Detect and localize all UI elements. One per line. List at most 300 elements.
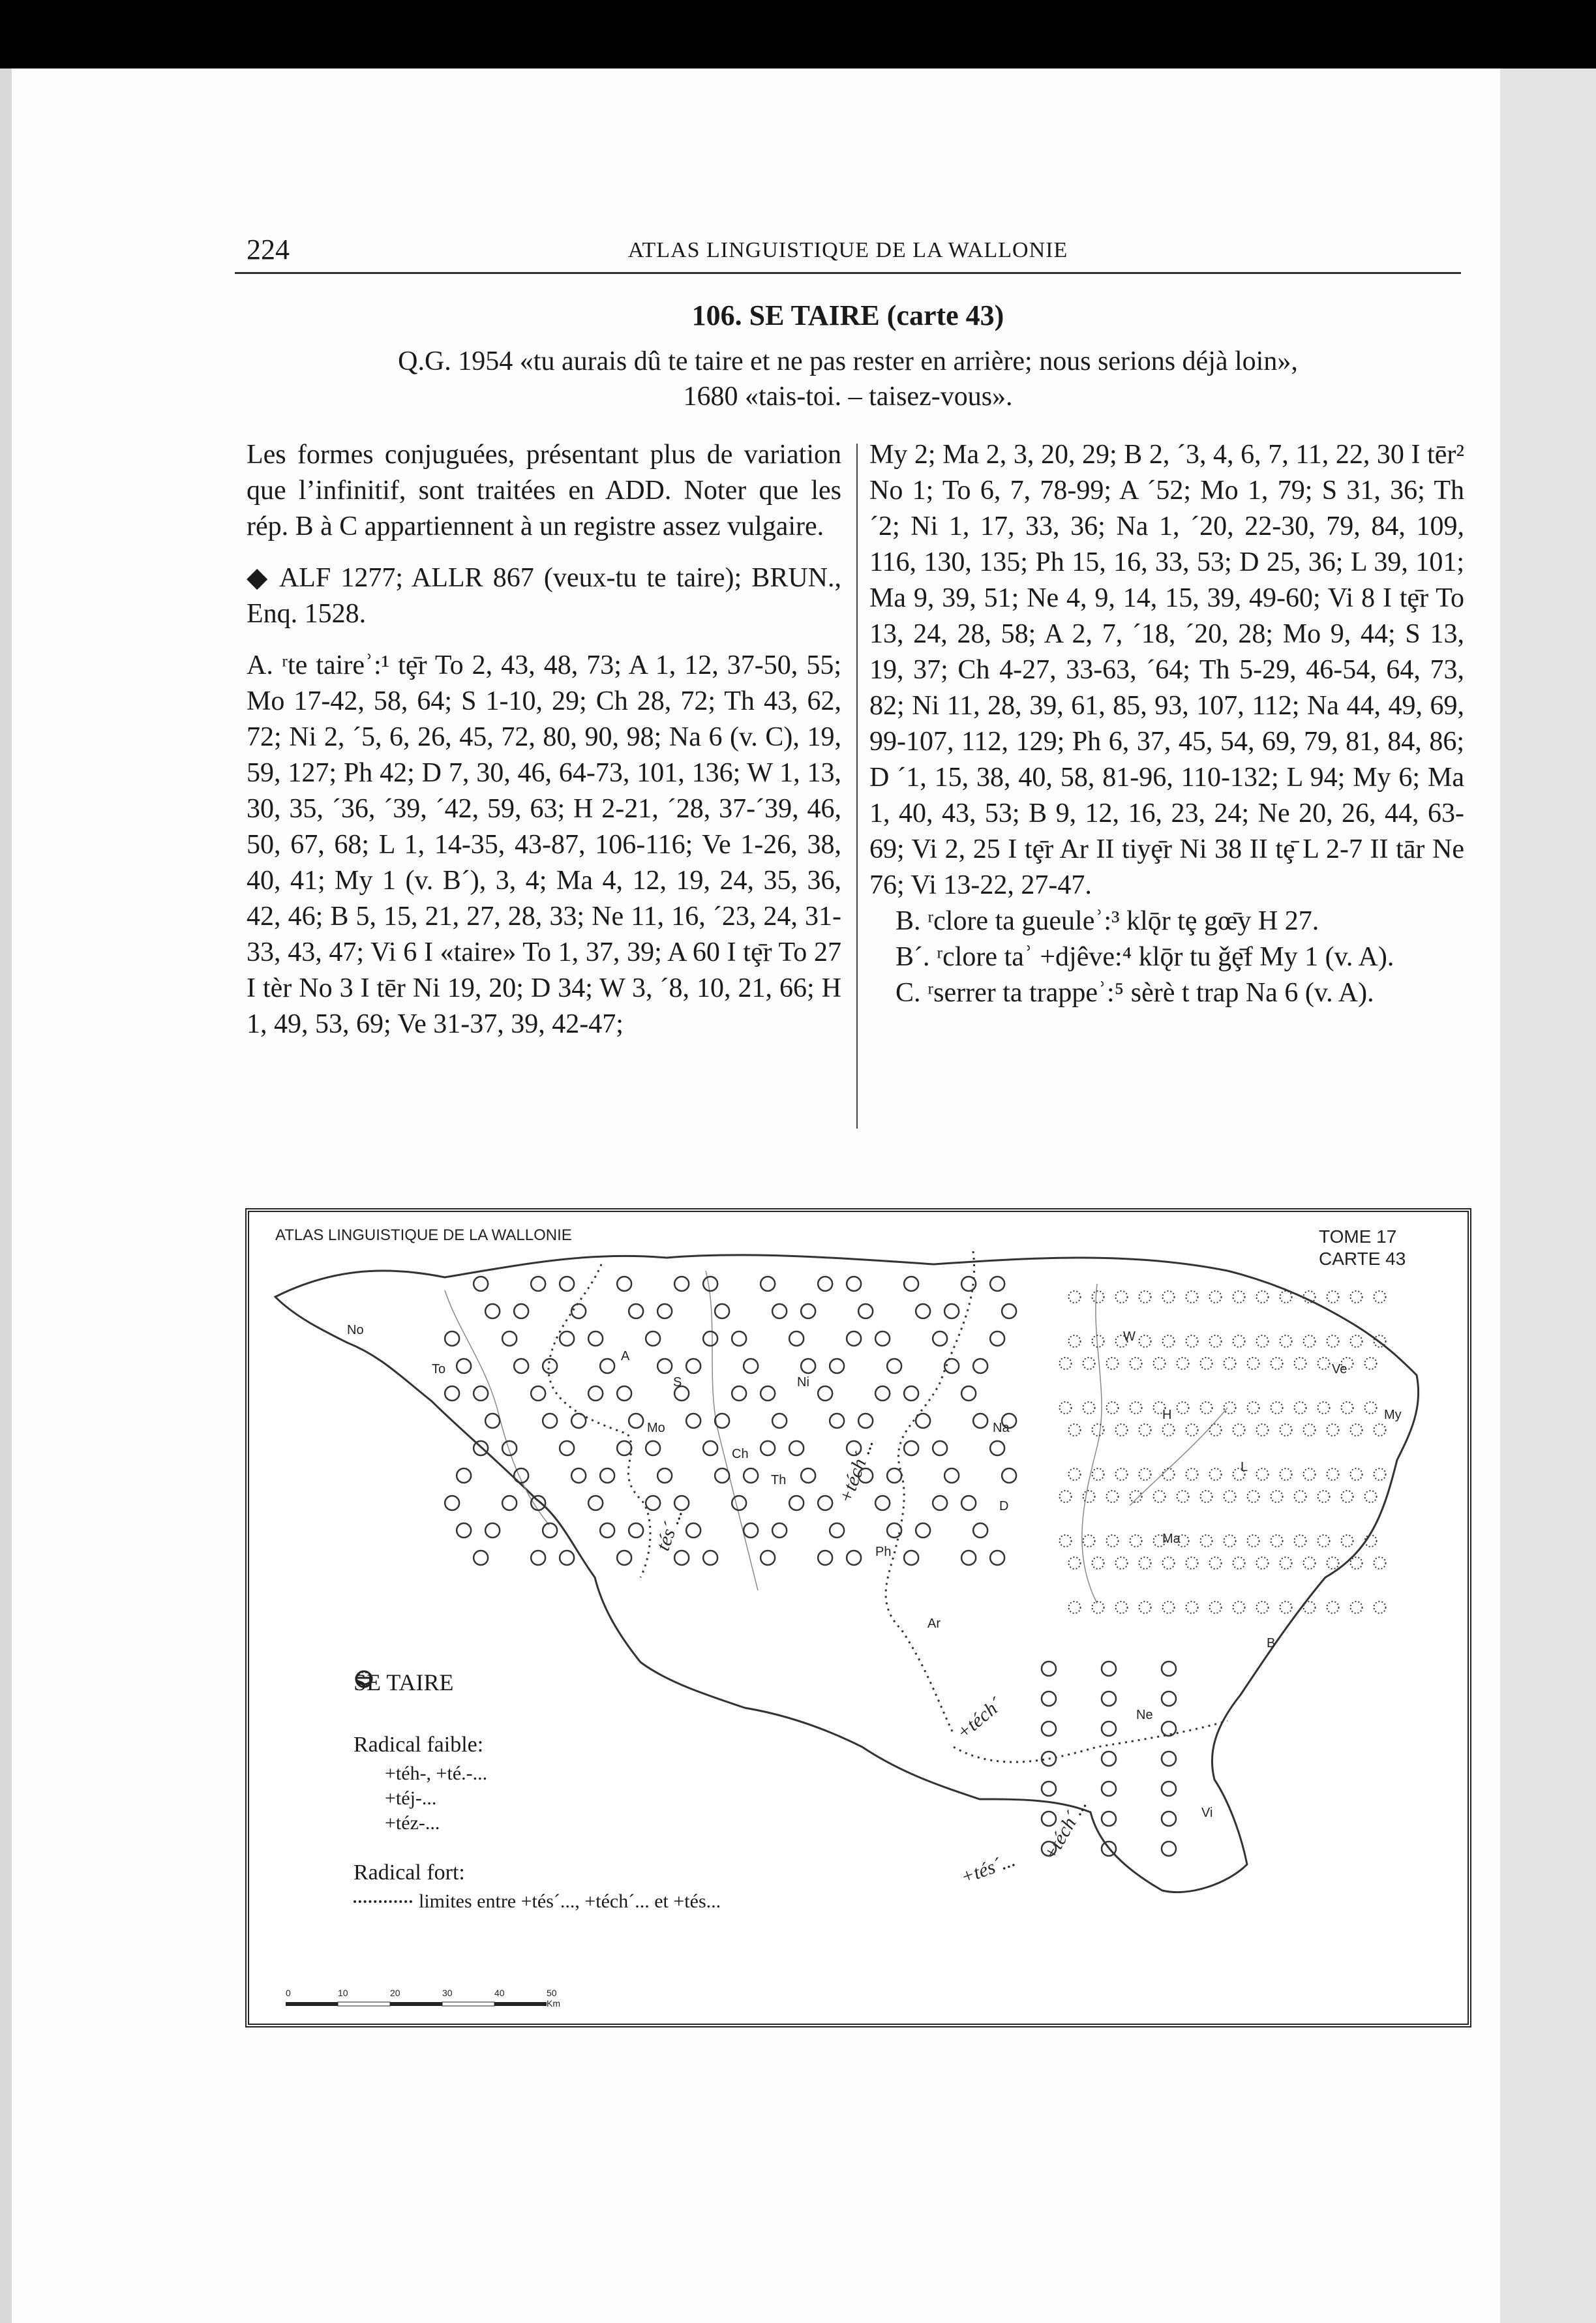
open-circle-marker	[1102, 1812, 1116, 1826]
open-circle-marker	[961, 1551, 976, 1565]
open-circle-marker	[514, 1304, 528, 1318]
region-label: No	[347, 1323, 364, 1337]
open-circle-marker	[514, 1468, 528, 1483]
isogloss-label: +tés´...	[957, 1849, 1018, 1889]
open-circle-marker	[944, 1468, 959, 1483]
open-circle-marker	[646, 1331, 660, 1346]
dotted-circle-marker	[1201, 1402, 1212, 1414]
open-circle-marker	[973, 1523, 987, 1538]
open-circle-marker	[617, 1386, 631, 1401]
open-circle-marker	[961, 1386, 976, 1401]
dotted-circle-marker	[1224, 1535, 1236, 1547]
dotted-circle-marker	[1130, 1535, 1142, 1547]
region-label: H	[1162, 1408, 1172, 1422]
open-circle-marker	[944, 1304, 959, 1318]
dotted-circle-marker	[1069, 1557, 1081, 1569]
dotted-circle-marker	[1186, 1468, 1198, 1480]
open-circle-marker	[961, 1277, 976, 1291]
dotted-circle-marker	[1092, 1557, 1104, 1569]
dotted-circle-marker	[1248, 1491, 1259, 1502]
open-circle-marker	[474, 1551, 488, 1565]
dotted-circle-marker	[1139, 1291, 1151, 1303]
dotted-circle-marker	[1130, 1358, 1142, 1369]
open-circle-marker	[560, 1551, 574, 1565]
open-circle-marker	[858, 1304, 873, 1318]
open-circle-marker	[1002, 1468, 1016, 1483]
dotted-circle-marker	[1327, 1557, 1339, 1569]
open-circle-marker	[760, 1551, 775, 1565]
scale-tick-label: 0	[286, 1988, 291, 1998]
dotted-circle-marker	[1083, 1402, 1095, 1414]
dotted-circle-marker	[1271, 1402, 1283, 1414]
open-circle-marker	[560, 1331, 574, 1346]
dotted-circle-marker	[1186, 1424, 1198, 1436]
dotted-circle-marker	[1327, 1291, 1339, 1303]
dotted-circle-marker	[1280, 1468, 1292, 1480]
open-circle-marker	[961, 1496, 976, 1510]
dotted-circle-marker	[1257, 1602, 1269, 1613]
open-circle-marker	[474, 1277, 488, 1291]
dotted-circle-marker	[1116, 1291, 1128, 1303]
dotted-circle-marker	[1092, 1602, 1104, 1613]
open-circle-marker	[732, 1496, 746, 1510]
open-circle-marker	[1162, 1722, 1176, 1736]
dotted-circle-marker	[1351, 1602, 1363, 1613]
open-circle-marker	[514, 1359, 528, 1373]
open-circle-marker	[744, 1523, 758, 1538]
open-circle-marker	[1162, 1692, 1176, 1706]
isogloss-label: +téch´	[952, 1693, 1007, 1744]
scan-right-margin	[1500, 68, 1596, 2323]
dotted-circle-marker	[1257, 1335, 1269, 1347]
open-circle-marker	[973, 1414, 987, 1428]
open-circle-marker	[760, 1441, 775, 1455]
open-circle-marker	[744, 1468, 758, 1483]
open-circle-marker	[830, 1359, 844, 1373]
dotted-circle-marker	[1186, 1291, 1198, 1303]
dotted-circle-marker	[1224, 1491, 1236, 1502]
dotted-circle-marker	[1327, 1602, 1339, 1613]
open-circle-marker	[904, 1386, 918, 1401]
open-circle-marker	[617, 1551, 631, 1565]
dotted-circle-marker	[1163, 1468, 1175, 1480]
dotted-circle-marker	[1130, 1402, 1142, 1414]
paragraph-references: ◆ ALF 1277; ALLR 867 (veux-tu te taire); BRUN., Enq. 1528.	[247, 563, 841, 630]
open-circle-marker	[715, 1304, 729, 1318]
open-circle-marker	[990, 1551, 1004, 1565]
open-circle-marker	[531, 1386, 545, 1401]
region-label: Vi	[1201, 1806, 1213, 1820]
open-circle-marker	[715, 1414, 729, 1428]
open-circle-marker	[772, 1304, 787, 1318]
dotted-circle-marker	[1374, 1424, 1386, 1436]
dotted-circle-marker	[1233, 1424, 1245, 1436]
open-circle-marker	[531, 1496, 545, 1510]
dotted-circle-marker	[1374, 1291, 1386, 1303]
dotted-circle-marker	[1107, 1535, 1119, 1547]
dotted-circle-marker	[1365, 1358, 1377, 1369]
region-label: D	[999, 1499, 1009, 1513]
dotted-circle-marker	[1342, 1358, 1353, 1369]
open-circle-marker	[617, 1277, 631, 1291]
open-circle-marker	[531, 1277, 545, 1291]
open-circle-marker	[887, 1359, 901, 1373]
dotted-circle-marker	[1083, 1358, 1095, 1369]
dotted-circle-marker	[1365, 1491, 1377, 1502]
dotted-circle-marker	[1304, 1291, 1316, 1303]
paragraph-form-b: B. ʳclore ta gueuleʾ:³ klǭr tȩ gœ̄y H 27.	[896, 906, 1319, 937]
region-label: Ar	[927, 1617, 941, 1631]
open-circle-marker	[818, 1551, 832, 1565]
open-circle-marker	[1042, 1662, 1056, 1676]
region-label: S	[673, 1375, 682, 1389]
dotted-circle-marker	[1342, 1402, 1353, 1414]
dotted-circle-marker	[1280, 1291, 1292, 1303]
dotted-circle-marker	[1295, 1358, 1306, 1369]
dotted-circle-marker	[1365, 1535, 1377, 1547]
open-circle-marker	[875, 1386, 890, 1401]
open-circle-marker	[847, 1551, 861, 1565]
open-circle-marker	[1162, 1842, 1176, 1856]
dotted-circle-marker	[1154, 1402, 1166, 1414]
dotted-circle-marker	[1374, 1468, 1386, 1480]
dotted-circle-marker	[1092, 1291, 1104, 1303]
dotted-circle-marker	[1351, 1291, 1363, 1303]
dotted-circle-marker	[1163, 1602, 1175, 1613]
region-label: To	[432, 1362, 446, 1376]
open-circle-marker	[830, 1523, 844, 1538]
open-circle-marker	[760, 1277, 775, 1291]
open-circle-marker	[600, 1468, 614, 1483]
open-circle-marker	[703, 1441, 717, 1455]
open-circle-marker	[457, 1359, 471, 1373]
dotted-circle-marker	[1248, 1402, 1259, 1414]
legend-row-3-label: +téz-...	[385, 1812, 440, 1834]
open-circle-marker	[703, 1551, 717, 1565]
dotted-circle-marker	[1116, 1424, 1128, 1436]
region-label: Na	[993, 1421, 1010, 1435]
dotted-circle-marker	[1233, 1468, 1245, 1480]
isogloss-label: +téch´...	[1038, 1795, 1091, 1864]
open-circle-marker	[789, 1331, 804, 1346]
dotted-circle-marker	[1248, 1535, 1259, 1547]
open-circle-marker	[502, 1331, 517, 1346]
scale-tick-label: 50 Km	[547, 1988, 560, 2009]
open-circle-marker	[916, 1414, 930, 1428]
open-circle-marker	[1042, 1692, 1056, 1706]
open-circle-marker	[858, 1414, 873, 1428]
dotted-circle-marker	[1374, 1602, 1386, 1613]
scale-tick-label: 40	[494, 1988, 505, 1998]
open-circle-marker	[990, 1331, 1004, 1346]
dotted-circle-marker	[1327, 1468, 1339, 1480]
open-circle-marker	[1102, 1752, 1116, 1766]
region-label: Ph	[875, 1545, 892, 1559]
dotted-circle-marker	[1083, 1491, 1095, 1502]
open-circle-marker	[543, 1414, 557, 1428]
dotted-circle-marker	[1201, 1358, 1212, 1369]
dotted-circle-marker	[1069, 1335, 1081, 1347]
open-circle-marker	[445, 1331, 459, 1346]
region-label: Ve	[1332, 1362, 1348, 1376]
open-circle-marker	[629, 1523, 643, 1538]
isogloss-label: tés´...	[652, 1506, 687, 1554]
dotted-circle-marker	[1139, 1335, 1151, 1347]
legend-title: SE TAIRE	[354, 1669, 454, 1695]
map-legend	[354, 1669, 721, 1915]
running-title: ATLAS LINGUISTIQUE DE LA WALLONIE	[627, 238, 1068, 262]
region-label: A	[621, 1349, 630, 1363]
dotted-circle-marker	[1318, 1358, 1330, 1369]
open-circle-marker	[703, 1277, 717, 1291]
open-circle-marker	[858, 1468, 873, 1483]
page-header	[235, 225, 1461, 274]
dotted-circle-marker	[1163, 1291, 1175, 1303]
open-circle-marker	[543, 1359, 557, 1373]
open-circle-marker	[732, 1386, 746, 1401]
open-circle-marker	[657, 1304, 672, 1318]
scale-tick-label: 10	[338, 1988, 348, 1998]
open-circle-marker	[715, 1468, 729, 1483]
paragraph-form-b-prime: B´. ʳclore taʾ +djêve:⁴ klǭr tu ǧȩ̄f My 1 (v. A).	[896, 942, 1394, 973]
open-circle-marker	[1162, 1782, 1176, 1796]
dotted-circle-marker	[1327, 1424, 1339, 1436]
open-circle-marker	[674, 1551, 689, 1565]
dotted-circle-marker	[1257, 1557, 1269, 1569]
dotted-circle-marker	[1351, 1557, 1363, 1569]
open-circle-marker	[818, 1277, 832, 1291]
open-circle-marker	[904, 1277, 918, 1291]
dotted-circle-marker	[1257, 1468, 1269, 1480]
region-label: Ne	[1136, 1708, 1153, 1722]
legend-row-4	[354, 1890, 721, 1913]
dotted-circle-marker	[1318, 1535, 1330, 1547]
legend-row-2-label: +téj-...	[385, 1787, 437, 1809]
region-label: Mo	[647, 1421, 665, 1435]
open-circle-marker	[801, 1468, 815, 1483]
dotted-line-icon	[354, 1900, 412, 1903]
open-circle-marker	[1002, 1414, 1016, 1428]
dotted-circle-marker	[1092, 1335, 1104, 1347]
open-circle-marker	[485, 1304, 500, 1318]
open-circle-marker	[944, 1359, 959, 1373]
dotted-circle-marker	[1271, 1491, 1283, 1502]
dotted-circle-marker	[1069, 1468, 1081, 1480]
text-column-right	[869, 437, 1464, 1011]
open-circle-marker	[1162, 1662, 1176, 1676]
open-circle-marker	[629, 1414, 643, 1428]
page-number: 224	[247, 234, 290, 266]
legend-radical-fort: Radical fort:	[354, 1860, 465, 1885]
scale-bar-drawing	[286, 1992, 560, 2014]
dotted-circle-marker	[1210, 1424, 1222, 1436]
open-circle-marker	[600, 1359, 614, 1373]
map-carte: CARTE 43	[1319, 1249, 1406, 1269]
region-label: W	[1123, 1329, 1136, 1344]
open-circle-marker	[847, 1331, 861, 1346]
open-circle-marker	[560, 1277, 574, 1291]
dotted-circle-marker	[1069, 1291, 1081, 1303]
dotted-circle-marker	[1351, 1468, 1363, 1480]
dotted-circle-marker	[1257, 1424, 1269, 1436]
dotted-circle-marker	[1248, 1358, 1259, 1369]
open-circle-marker	[445, 1496, 459, 1510]
dotted-circle-marker	[1154, 1358, 1166, 1369]
dotted-circle-marker	[1233, 1557, 1245, 1569]
open-circle-marker	[875, 1496, 890, 1510]
open-circle-marker	[847, 1277, 861, 1291]
open-circle-marker	[588, 1331, 603, 1346]
question-line-1: Q.G. 1954 «tu aurais dû te taire et ne pas rester en arrière; nous serions déjà loin»,	[398, 346, 1298, 376]
open-circle-marker	[1042, 1782, 1056, 1796]
map-atlas-label: ATLAS LINGUISTIQUE DE LA WALLONIE	[275, 1226, 572, 1244]
open-circle-marker	[887, 1468, 901, 1483]
dotted-circle-marker	[1116, 1602, 1128, 1613]
open-circle-marker	[502, 1496, 517, 1510]
dotted-circle-marker	[1107, 1491, 1119, 1502]
dotted-circle-marker	[1107, 1402, 1119, 1414]
dotted-circle-marker	[1130, 1491, 1142, 1502]
open-circle-marker	[973, 1359, 987, 1373]
dotted-circle-marker	[1224, 1402, 1236, 1414]
open-circle-marker	[1102, 1782, 1116, 1796]
dotted-circle-marker	[1163, 1424, 1175, 1436]
open-circle-marker	[474, 1386, 488, 1401]
dotted-circle-marker	[1186, 1602, 1198, 1613]
paragraph-form-c: C. ʳserrer ta trappeʾ:⁵ sèrè t trap Na 6 (v. A).	[896, 978, 1374, 1009]
legend-row-3	[354, 1812, 721, 1834]
open-circle-marker	[686, 1359, 700, 1373]
dotted-circle-marker	[1365, 1402, 1377, 1414]
dotted-circle-marker	[1224, 1358, 1236, 1369]
dotted-circle-marker	[1257, 1291, 1269, 1303]
open-circle-marker	[657, 1359, 672, 1373]
open-circle-marker	[1002, 1304, 1016, 1318]
open-circle-marker	[703, 1331, 717, 1346]
dotted-circle-marker	[1295, 1402, 1306, 1414]
dotted-circle-marker	[1271, 1535, 1283, 1547]
dotted-circle-marker	[1318, 1491, 1330, 1502]
open-circle-marker	[1162, 1752, 1176, 1766]
open-circle-marker	[1102, 1722, 1116, 1736]
open-circle-marker	[1102, 1842, 1116, 1856]
dotted-circle-marker	[1304, 1602, 1316, 1613]
dotted-circle-marker	[1295, 1535, 1306, 1547]
open-circle-marker	[1102, 1662, 1116, 1676]
scale-tick-label: 30	[442, 1988, 453, 1998]
open-circle-marker	[531, 1551, 545, 1565]
open-circle-marker	[686, 1523, 700, 1538]
dotted-circle-marker	[1139, 1602, 1151, 1613]
region-label: Th	[771, 1473, 787, 1487]
legend-row-1-label: +téh-, +té.-...	[385, 1763, 488, 1784]
dotted-circle-marker	[1154, 1535, 1166, 1547]
open-circle-marker	[1042, 1752, 1056, 1766]
dotted-circle-marker	[1163, 1557, 1175, 1569]
open-circle-marker	[571, 1414, 586, 1428]
dotted-circle-marker	[1201, 1535, 1212, 1547]
scale-tick-label: 20	[390, 1988, 400, 1998]
open-circle-marker	[457, 1523, 471, 1538]
open-circle-marker	[485, 1523, 500, 1538]
open-circle-marker	[875, 1331, 890, 1346]
dotted-circle-marker	[1060, 1358, 1072, 1369]
dotted-circle-marker	[1201, 1491, 1212, 1502]
open-circle-marker	[617, 1441, 631, 1455]
open-circle-marker	[789, 1496, 804, 1510]
open-circle-marker	[772, 1414, 787, 1428]
open-circle-marker	[502, 1441, 517, 1455]
open-circle-marker	[445, 1386, 459, 1401]
dotted-circle-marker	[1092, 1468, 1104, 1480]
open-circle-marker	[887, 1523, 901, 1538]
dotted-circle-marker	[1271, 1358, 1283, 1369]
dotted-circle-marker	[1304, 1424, 1316, 1436]
dotted-circle-marker	[1069, 1602, 1081, 1613]
open-circle-marker	[1042, 1722, 1056, 1736]
open-circle-marker	[990, 1441, 1004, 1455]
scan-top-border	[0, 0, 1596, 68]
dotted-circle-marker	[1351, 1335, 1363, 1347]
column-divider	[856, 444, 858, 1129]
dotted-circle-marker	[1304, 1557, 1316, 1569]
region-label: Ch	[732, 1447, 749, 1461]
open-circle-marker	[732, 1331, 746, 1346]
dotted-circle-marker	[1177, 1402, 1189, 1414]
isogloss-label: +téch´...	[834, 1435, 878, 1506]
open-circle-marker	[818, 1496, 832, 1510]
open-circle-marker	[674, 1496, 689, 1510]
open-circle-marker	[474, 1441, 488, 1455]
open-circle-marker	[457, 1468, 471, 1483]
paragraph-form-a: A. ʳte taireʾ:¹ tȩ̄r To 2, 43, 48, 73; A 1, 12, 37-50, 55; Mo 17-42, 58, 64; S 1-10, 29; Ch 28, 72; Th 43, 62, 72; Ni 2, ´5, 6, 26, 45, 72, 80, 90, 98; Na 6 (v. C), 19, 59, 127; Ph 42; D 7, 30, 46, 64-73, 101, 136; W 1, 13, 30, 35, ´36, ´39, ´42, 59, 63; H 2-21, ´28, 37-´39, 46, 50, 67, 68; L 1, 14-35, 43-87, 106-116; Ve 1-26, 38, 40, 41; My 1 (v. B´), 3, 4; Ma 4, 12, 19, 24, 35, 36, 42, 46; B 5, 15, 21, 27, 28, 33; Ne 11, 16, ´23, 24, 31-33, 43, 47; Vi 6 I «taire» To 1, 37, 39; A 60 I tȩ̄r To 27 I tèr No 3 I tēr Ni 19, 20; D 34; W 3, ´8, 10, 21, 66; H 1, 49, 53, 69; Ve 31-37, 39, 42-47;	[247, 650, 841, 1040]
region-label: L	[1241, 1460, 1248, 1474]
open-circle-marker	[485, 1414, 500, 1428]
dotted-circle-marker	[1374, 1557, 1386, 1569]
dotted-circle-marker	[1342, 1491, 1353, 1502]
dotted-circle-marker	[1351, 1424, 1363, 1436]
dotted-circle-marker	[1342, 1535, 1353, 1547]
paragraph-intro: Les formes conjuguées, présentant plus de variation que l’infinitif, sont traitées en ADD. Noter que les rép. B à C appartiennent à un registre assez vulgaire.	[247, 440, 841, 542]
open-circle-marker	[646, 1496, 660, 1510]
open-circle-marker	[744, 1359, 758, 1373]
dotted-circle-marker	[1327, 1335, 1339, 1347]
region-label: B	[1267, 1636, 1276, 1650]
dotted-circle-marker	[1177, 1358, 1189, 1369]
dotted-circle-marker	[1280, 1602, 1292, 1613]
open-circle-marker	[933, 1496, 947, 1510]
dotted-circle-marker	[1210, 1468, 1222, 1480]
dotted-circle-marker	[1280, 1424, 1292, 1436]
open-circle-marker	[571, 1468, 586, 1483]
dotted-circle-marker	[1116, 1335, 1128, 1347]
dotted-circle-marker	[1092, 1424, 1104, 1436]
open-circle-marker	[933, 1441, 947, 1455]
dotted-circle-marker	[1210, 1602, 1222, 1613]
open-circle-marker	[916, 1523, 930, 1538]
dotted-circle-marker	[1154, 1491, 1166, 1502]
open-circle-marker	[629, 1304, 643, 1318]
legend-row-1	[354, 1763, 721, 1785]
dotted-circle-marker	[1304, 1468, 1316, 1480]
open-circle-marker	[801, 1304, 815, 1318]
dotted-circle-marker	[1233, 1335, 1245, 1347]
dotted-circle-marker	[1083, 1535, 1095, 1547]
legend-radical-faible: Radical faible:	[354, 1733, 484, 1757]
dotted-circle-marker	[1107, 1358, 1119, 1369]
paragraph-form-a-cont: My 2; Ma 2, 3, 20, 29; B 2, ´3, 4, 6, 7, 11, 22, 30 I tēr² No 1; To 6, 7, 78-99; A ´52; Mo 1, 79; S 31, 36; Th ´2; Ni 1, 17, 33, 36; Na 1, ´20, 22-30, 79, 84, 109, 116, 130, 135; Ph 15, 16, 33, 53; D 25, 36; L 39, 101; Ma 9, 39, 51; Ne 4, 9, 14, 15, 39, 49-60; Vi 8 I tȩ̄r To 13, 24, 28, 58; A 2, 7, ´18, ´20, 28; Mo 9, 44; S 13, 19, 37; Ch 4-27, 33-63, ´64; Th 5-29, 46-54, 64, 73, 82; Ni 11, 28, 39, 61, 85, 93, 107, 112; Na 44, 49, 69, 99-107, 112, 129; Ph 6, 37, 45, 54, 69, 79, 81, 84, 86; D ´1, 15, 38, 40, 58, 81-96, 110-132; L 94; My 6; Ma 1, 40, 43, 53; B 9, 12, 16, 23, 24; Ne 20, 26, 44, 63-69; Vi 2, 25 I tȩ̄r Ar II tiyȩ̄r Ni 38 II tȩ̄ L 2-7 II tār Ne 76; Vi 13-22, 27-47.	[869, 440, 1464, 901]
dotted-circle-marker	[1116, 1468, 1128, 1480]
